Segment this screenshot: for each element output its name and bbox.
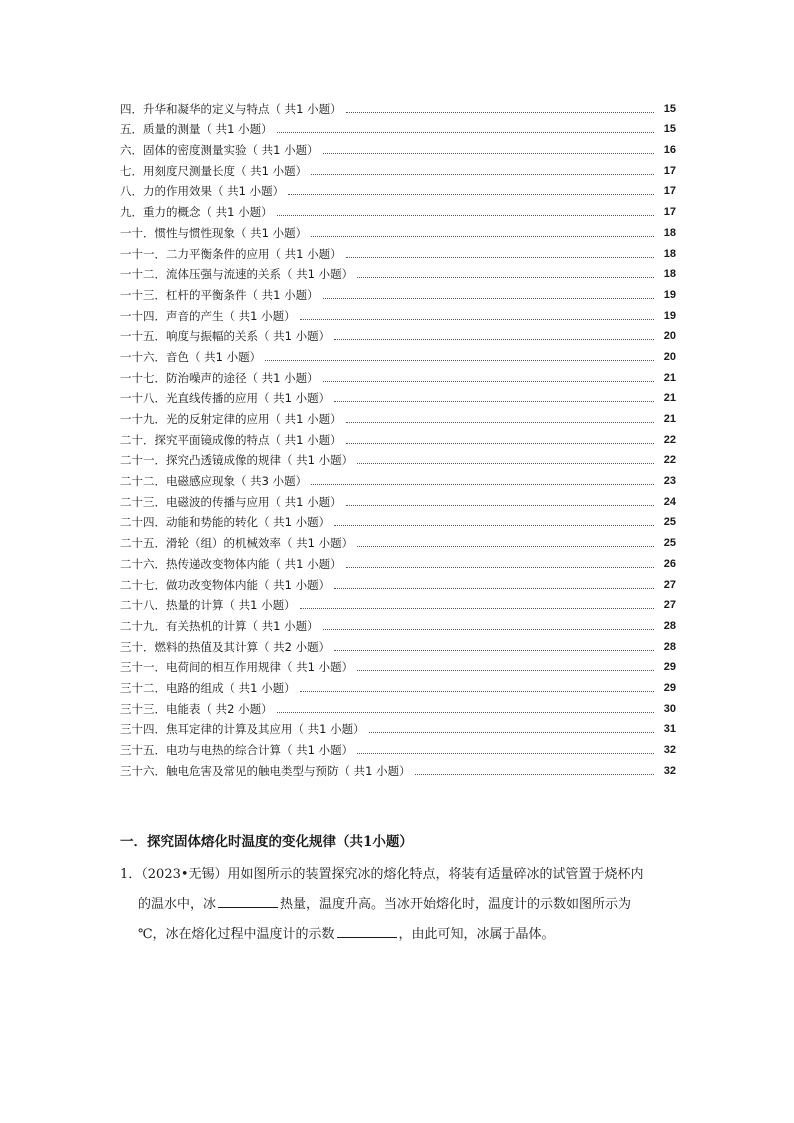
toc-dot-leader: [334, 587, 654, 589]
toc-entry[interactable]: [120, 427, 676, 448]
toc-entry-page: 30: [663, 702, 676, 715]
toc-dot-leader: [300, 318, 654, 320]
toc-entry-title: 二十六．热传递改变物体内能（ 共1 小题）: [120, 556, 342, 571]
toc-entry-page: 21: [663, 392, 676, 405]
toc-entry[interactable]: [120, 96, 676, 117]
toc-dot-leader: [265, 359, 654, 361]
toc-entry[interactable]: [120, 634, 676, 655]
toc-dot-leader: [311, 173, 654, 175]
toc-entry-page: 15: [663, 123, 676, 136]
toc-dot-leader: [369, 731, 654, 733]
toc-entry-title: 二十一．探究凸透镜成像的规律（ 共1 小题）: [120, 453, 354, 468]
toc-dot-leader: [334, 524, 654, 526]
toc-entry[interactable]: [120, 510, 676, 531]
table-of-contents: [120, 96, 676, 779]
toc-entry-page: 25: [663, 537, 676, 550]
toc-dot-leader: [346, 504, 654, 506]
answer-blank[interactable]: [218, 893, 278, 908]
toc-entry-page: 28: [663, 619, 676, 632]
toc-dot-leader: [334, 400, 654, 402]
toc-entry-page: 21: [663, 413, 676, 425]
toc-entry-title: 三十五．电功与电热的综合计算（ 共1 小题）: [120, 743, 354, 757]
toc-dot-leader: [346, 566, 654, 568]
toc-dot-leader: [357, 669, 654, 671]
toc-entry[interactable]: [120, 593, 676, 614]
toc-entry-page: 22: [663, 454, 676, 467]
toc-entry[interactable]: [120, 572, 676, 593]
section-heading: 一．探究固体熔化时温度的变化规律（共1小题）: [120, 834, 413, 850]
toc-entry[interactable]: [120, 758, 676, 779]
toc-entry[interactable]: [120, 530, 676, 551]
toc-dot-leader: [277, 711, 654, 713]
toc-entry[interactable]: [120, 262, 676, 283]
toc-entry[interactable]: [120, 282, 676, 303]
toc-entry-page: 28: [663, 640, 676, 653]
toc-entry-page: 17: [663, 206, 676, 219]
toc-entry-title: 一十．惯性与惯性现象（ 共1 小题）: [120, 225, 308, 240]
toc-entry-title: 三十四．焦耳定律的计算及其应用（ 共1 小题）: [120, 722, 365, 737]
toc-entry-title: 一十三．杠杆的平衡条件（ 共1 小题）: [120, 287, 319, 302]
toc-dot-leader: [323, 628, 654, 630]
toc-entry-page: 19: [663, 288, 676, 301]
toc-entry-title: 七．用刻度尺测量长度（ 共1 小题）: [120, 163, 308, 178]
toc-dot-leader: [277, 131, 654, 133]
toc-entry[interactable]: [120, 324, 676, 345]
toc-entry-title: 一十一．二力平衡条件的应用（ 共1 小题）: [120, 246, 342, 261]
toc-dot-leader: [311, 483, 654, 485]
toc-dot-leader: [277, 214, 654, 216]
toc-entry[interactable]: [120, 303, 676, 324]
toc-entry[interactable]: [120, 737, 676, 758]
toc-dot-leader: [346, 421, 654, 423]
toc-dot-leader: [311, 235, 654, 237]
toc-entry-title: 二十三．电磁波的传播与应用（ 共1 小题）: [120, 494, 342, 509]
toc-entry[interactable]: [120, 489, 676, 510]
toc-entry-title: 一十七．防治噪声的途径（ 共1 小题）: [120, 370, 319, 385]
toc-entry-page: 24: [663, 495, 676, 508]
toc-entry-title: 二十七．做功改变物体内能（ 共1 小题）: [120, 577, 331, 592]
toc-entry[interactable]: [120, 137, 676, 158]
toc-dot-leader: [357, 752, 654, 754]
question-block: [120, 860, 680, 950]
question-text: ℃，冰在熔化过程中温度计的示数: [138, 927, 335, 942]
toc-entry-page: 18: [663, 268, 676, 281]
toc-entry-title: 三十．燃料的热值及其计算（ 共2 小题）: [120, 639, 331, 654]
toc-entry-page: 29: [663, 681, 676, 694]
toc-dot-leader: [346, 442, 654, 444]
toc-entry[interactable]: [120, 696, 676, 717]
toc-entry-page: 27: [663, 599, 676, 612]
toc-entry-title: 三十三．电能表（ 共2 小题）: [120, 701, 273, 716]
toc-entry-title: 二十五．滑轮（组）的机械效率（ 共1 小题）: [120, 536, 354, 551]
toc-dot-leader: [323, 152, 654, 154]
toc-entry-title: 一十六．音色（ 共1 小题）: [120, 349, 262, 364]
toc-entry[interactable]: [120, 655, 676, 676]
toc-dot-leader: [323, 380, 654, 382]
toc-entry-title: 六．固体的密度测量实验（ 共1 小题）: [120, 143, 319, 158]
toc-dot-leader: [357, 545, 654, 547]
toc-dot-leader: [357, 276, 654, 278]
toc-entry-page: 25: [663, 516, 676, 529]
toc-entry-title: 一十九．光的反射定律的应用（ 共1 小题）: [120, 412, 342, 426]
toc-entry-page: 23: [663, 475, 676, 488]
toc-entry-title: 一十五．响度与振幅的关系（ 共1 小题）: [120, 329, 331, 344]
question-text: 的温水中，冰: [138, 897, 217, 912]
toc-entry-page: 18: [663, 226, 676, 239]
toc-entry-title: 三十一．电荷间的相互作用规律（ 共1 小题）: [120, 660, 354, 675]
toc-entry[interactable]: [120, 675, 676, 696]
toc-entry-page: 21: [663, 371, 676, 384]
toc-entry[interactable]: [120, 344, 676, 365]
toc-entry[interactable]: [120, 613, 676, 634]
toc-entry-title: 三十二．电路的组成（ 共1 小题）: [120, 680, 296, 695]
toc-entry-page: 17: [663, 164, 676, 177]
toc-dot-leader: [300, 690, 654, 692]
question-text: ，由此可知，冰属于晶体。: [398, 927, 555, 942]
toc-entry-page: 19: [663, 309, 676, 322]
toc-entry-page: 26: [663, 557, 676, 570]
toc-entry-title: 四．升华和凝华的定义与特点（ 共1 小题）: [120, 101, 342, 116]
toc-entry[interactable]: [120, 117, 676, 138]
toc-entry-page: 32: [663, 764, 676, 777]
toc-dot-leader: [288, 193, 654, 195]
toc-entry[interactable]: [120, 386, 676, 407]
toc-entry[interactable]: [120, 551, 676, 572]
toc-entry-title: 二十．探究平面镜成像的特点（ 共1 小题）: [120, 432, 342, 447]
toc-entry[interactable]: [120, 179, 676, 200]
answer-blank[interactable]: [337, 923, 397, 938]
toc-entry-page: 31: [663, 723, 676, 736]
question-line-1: 1．（2023•无锡）用如图所示的装置探究冰的熔化特点，将装有适量碎冰的试管置于烧杯内: [120, 867, 644, 882]
toc-entry-title: 一十八．光直线传播的应用（ 共1 小题）: [120, 391, 331, 406]
toc-dot-leader: [346, 256, 654, 258]
toc-entry-title: 二十九．有关热机的计算（ 共1 小题）: [120, 618, 319, 633]
toc-entry-title: 二十四．动能和势能的转化（ 共1 小题）: [120, 515, 331, 530]
toc-entry[interactable]: [120, 365, 676, 386]
toc-entry[interactable]: [120, 241, 676, 262]
toc-entry-page: 29: [663, 661, 676, 674]
toc-dot-leader: [300, 607, 654, 609]
toc-dot-leader: [346, 111, 654, 113]
toc-entry[interactable]: [120, 717, 676, 738]
toc-entry-page: 27: [663, 578, 676, 591]
toc-entry-page: 20: [663, 330, 676, 343]
toc-entry-page: 20: [663, 350, 676, 363]
toc-entry[interactable]: [120, 406, 676, 427]
question-line-2: [120, 890, 680, 920]
toc-entry-title: 八．力的作用效果（ 共1 小题）: [120, 184, 285, 199]
toc-entry-title: 一十二．流体压强与流速的关系（ 共1 小题）: [120, 267, 354, 282]
toc-dot-leader: [357, 462, 654, 464]
toc-entry-title: 三十六．触电危害及常见的触电类型与预防（ 共1 小题）: [120, 763, 411, 778]
toc-dot-leader: [415, 773, 654, 775]
toc-entry-page: 16: [663, 144, 676, 157]
toc-entry[interactable]: [120, 199, 676, 220]
question-line-3: [120, 920, 680, 950]
toc-entry[interactable]: [120, 220, 676, 241]
toc-dot-leader: [334, 649, 654, 651]
toc-dot-leader: [323, 297, 654, 299]
toc-entry-page: 15: [663, 102, 676, 115]
toc-entry-title: 一十四．声音的产生（ 共1 小题）: [120, 308, 296, 323]
toc-entry-page: 18: [663, 247, 676, 260]
toc-entry-title: 五．质量的测量（ 共1 小题）: [120, 122, 273, 137]
toc-entry-page: 17: [663, 185, 676, 198]
toc-entry[interactable]: [120, 158, 676, 179]
toc-entry[interactable]: [120, 468, 676, 489]
toc-entry-title: 九．重力的概念（ 共1 小题）: [120, 205, 273, 220]
question-text: 热量，温度升高。当冰开始熔化时，温度计的示数如图所示为: [280, 897, 632, 912]
toc-entry-page: 22: [663, 433, 676, 446]
toc-entry-title: 二十二．电磁感应现象（ 共3 小题）: [120, 474, 308, 489]
toc-entry[interactable]: [120, 448, 676, 469]
toc-entry-page: 32: [663, 744, 676, 756]
toc-entry-title: 二十八．热量的计算（ 共1 小题）: [120, 598, 296, 613]
toc-dot-leader: [334, 338, 654, 340]
